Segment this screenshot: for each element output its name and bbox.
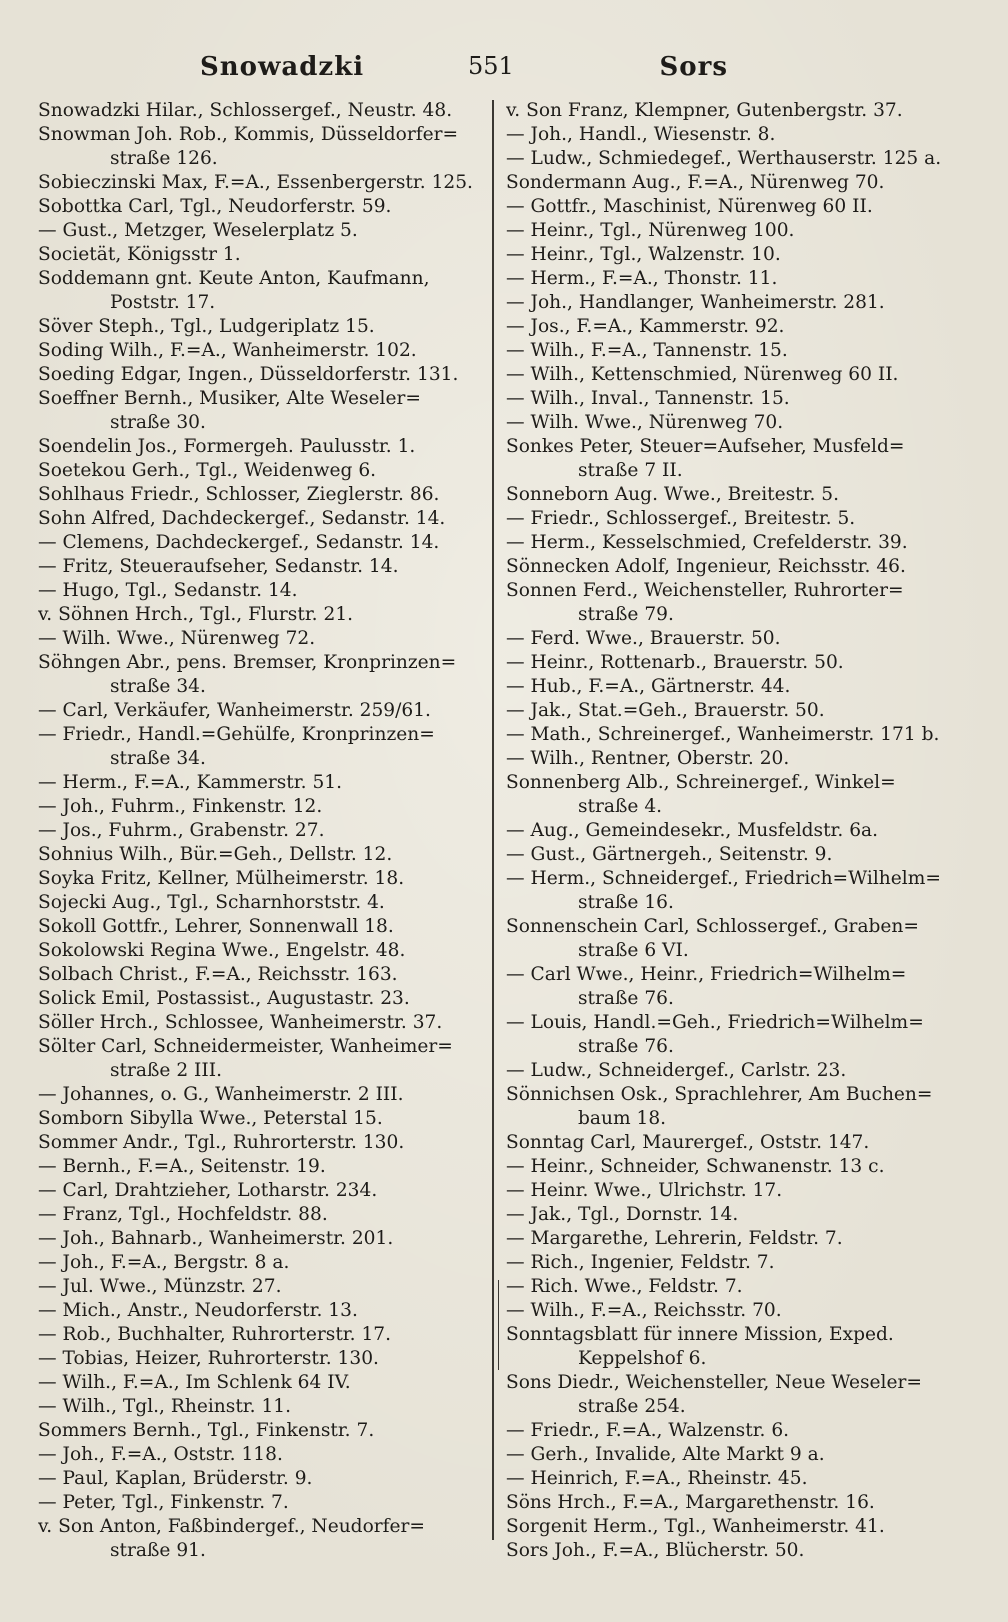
directory-entry: — Friedr., Schlossergef., Breitestr. 5. bbox=[506, 508, 856, 529]
directory-entry: — Jos., Fuhrm., Grabenstr. 27. bbox=[38, 820, 325, 841]
directory-entry: Solbach Christ., F.=A., Reichsstr. 163. bbox=[38, 964, 398, 985]
directory-entry: Soendelin Jos., Formergeh. Paulusstr. 1. bbox=[38, 436, 416, 457]
directory-entry: — Joh., Handlanger, Wanheimerstr. 281. bbox=[506, 292, 885, 313]
directory-entry: Söller Hrch., Schlossee, Wanheimerstr. 37. bbox=[38, 1012, 443, 1033]
directory-entry: Sokoll Gottfr., Lehrer, Sonnenwall 18. bbox=[38, 916, 394, 937]
directory-entry: — Heinr., Tgl., Nürenweg 100. bbox=[506, 220, 795, 241]
entry-continuation: straße 126. bbox=[110, 148, 218, 169]
directory-entry: Sons Diedr., Weichensteller, Neue Weseler= bbox=[506, 1372, 922, 1393]
directory-entry: — Carl, Drahtzieher, Lotharstr. 234. bbox=[38, 1180, 378, 1201]
entry-continuation: straße 4. bbox=[578, 796, 663, 817]
directory-entry: Sondermann Aug., F.=A., Nürenweg 70. bbox=[506, 172, 885, 193]
directory-entry: — Wilh., F.=A., Im Schlenk 64 IV. bbox=[38, 1372, 351, 1393]
directory-entry: Sonneborn Aug. Wwe., Breitestr. 5. bbox=[506, 484, 840, 505]
directory-entry: — Tobias, Heizer, Ruhrorterstr. 130. bbox=[38, 1348, 379, 1369]
directory-entry: — Heinr., Tgl., Walzenstr. 10. bbox=[506, 244, 781, 265]
directory-entry: — Heinr., Rottenarb., Brauerstr. 50. bbox=[506, 652, 844, 673]
directory-entry: Sors Joh., F.=A., Blücherstr. 50. bbox=[506, 1540, 805, 1561]
directory-entry: — Heinrich, F.=A., Rheinstr. 45. bbox=[506, 1468, 808, 1489]
directory-entry: Sonnenschein Carl, Schlossergef., Graben= bbox=[506, 916, 919, 937]
directory-entry: — Wilh., F.=A., Reichsstr. 70. bbox=[506, 1300, 782, 1321]
directory-entry: Sönnichsen Osk., Sprachlehrer, Am Buchen= bbox=[506, 1084, 933, 1105]
directory-entry: — Wilh. Wwe., Nürenweg 72. bbox=[38, 628, 316, 649]
entry-continuation: straße 79. bbox=[578, 604, 674, 625]
left-column bbox=[38, 99, 474, 1563]
directory-entry: Soeding Edgar, Ingen., Düsseldorferstr. 131. bbox=[38, 364, 459, 385]
directory-entry: Sommer Andr., Tgl., Ruhrorterstr. 130. bbox=[38, 1132, 405, 1153]
page-number: 551 bbox=[468, 52, 514, 80]
directory-entry: Sölter Carl, Schneidermeister, Wanheimer= bbox=[38, 1036, 453, 1057]
directory-entry: — Joh., Handl., Wiesenstr. 8. bbox=[506, 124, 776, 145]
directory-entry: Söns Hrch., F.=A., Margarethenstr. 16. bbox=[506, 1492, 875, 1513]
directory-entry: — Wilh., Kettenschmied, Nürenweg 60 II. bbox=[506, 364, 899, 385]
directory-entry: — Jak., Tgl., Dornstr. 14. bbox=[506, 1204, 739, 1225]
directory-entry: — Herm., Schneidergef., Friedrich=Wilhelm= bbox=[506, 868, 941, 889]
directory-entry: Sohnius Wilh., Bür.=Geh., Dellstr. 12. bbox=[38, 844, 393, 865]
directory-entry: Soyka Fritz, Kellner, Mülheimerstr. 18. bbox=[38, 868, 405, 889]
directory-entry: Somborn Sibylla Wwe., Peterstal 15. bbox=[38, 1108, 383, 1129]
directory-entry: — Friedr., Handl.=Gehülfe, Kronprinzen= bbox=[38, 724, 435, 745]
directory-entry: — Paul, Kaplan, Brüderstr. 9. bbox=[38, 1468, 313, 1489]
directory-entry: Sönnecken Adolf, Ingenieur, Reichsstr. 46. bbox=[506, 556, 906, 577]
directory-entry: — Jak., Stat.=Geh., Brauerstr. 50. bbox=[506, 700, 825, 721]
directory-entry: — Heinr., Schneider, Schwanenstr. 13 c. bbox=[506, 1156, 885, 1177]
directory-entry: — Joh., F.=A., Oststr. 118. bbox=[38, 1444, 283, 1465]
directory-entry: — Clemens, Dachdeckergef., Sedanstr. 14. bbox=[38, 532, 440, 553]
entry-continuation: Poststr. 17. bbox=[110, 292, 216, 313]
directory-entry: — Louis, Handl.=Geh., Friedrich=Wilhelm= bbox=[506, 1012, 924, 1033]
directory-entry: — Herm., F.=A., Thonstr. 11. bbox=[506, 268, 778, 289]
entry-continuation: straße 76. bbox=[578, 988, 674, 1009]
directory-entry: — Friedr., F.=A., Walzenstr. 6. bbox=[506, 1420, 790, 1441]
directory-entry: Sokolowski Regina Wwe., Engelstr. 48. bbox=[38, 940, 406, 961]
directory-entry: v. Son Anton, Faßbindergef., Neudorfer= bbox=[38, 1516, 426, 1537]
directory-entry: Soding Wilh., F.=A., Wanheimerstr. 102. bbox=[38, 340, 417, 361]
directory-entry: — Ferd. Wwe., Brauerstr. 50. bbox=[506, 628, 781, 649]
directory-entry: Sonkes Peter, Steuer=Aufseher, Musfeld= bbox=[506, 436, 905, 457]
column-divider bbox=[492, 100, 494, 1540]
entry-continuation: straße 16. bbox=[578, 892, 674, 913]
page-header bbox=[40, 48, 968, 88]
directory-entry: — Gust., Gärtnergeh., Seitenstr. 9. bbox=[506, 844, 833, 865]
directory-entry: — Hugo, Tgl., Sedanstr. 14. bbox=[38, 580, 298, 601]
directory-entry: — Peter, Tgl., Finkenstr. 7. bbox=[38, 1492, 289, 1513]
directory-entry: — Carl, Verkäufer, Wanheimerstr. 259/61. bbox=[38, 700, 431, 721]
directory-entry: — Aug., Gemeindesekr., Musfeldstr. 6a. bbox=[506, 820, 879, 841]
directory-entry: Sojecki Aug., Tgl., Scharnhorststr. 4. bbox=[38, 892, 385, 913]
entry-continuation: straße 76. bbox=[578, 1036, 674, 1057]
directory-entry: Snowadzki Hilar., Schlossergef., Neustr. 48. bbox=[38, 100, 453, 121]
entry-continuation: straße 91. bbox=[110, 1540, 206, 1561]
directory-entry: — Rich. Wwe., Feldstr. 7. bbox=[506, 1276, 743, 1297]
column-divider-short bbox=[498, 1280, 499, 1370]
directory-entry: — Wilh., Inval., Tannenstr. 15. bbox=[506, 388, 790, 409]
directory-entry: Sonntag Carl, Maurergef., Oststr. 147. bbox=[506, 1132, 870, 1153]
directory-entry: — Joh., Bahnarb., Wanheimerstr. 201. bbox=[38, 1228, 394, 1249]
header-left-keyword: Snowadzki bbox=[200, 52, 365, 82]
directory-entry: — Gerh., Invalide, Alte Markt 9 a. bbox=[506, 1444, 825, 1465]
directory-entry: — Wilh., F.=A., Tannenstr. 15. bbox=[506, 340, 788, 361]
directory-entry: — Johannes, o. G., Wanheimerstr. 2 III. bbox=[38, 1084, 404, 1105]
directory-entry: Sonnen Ferd., Weichensteller, Ruhrorter= bbox=[506, 580, 904, 601]
entry-continuation: straße 30. bbox=[110, 412, 206, 433]
entry-continuation: straße 34. bbox=[110, 748, 206, 769]
directory-entry: Soetekou Gerh., Tgl., Weidenweg 6. bbox=[38, 460, 377, 481]
entry-continuation: straße 34. bbox=[110, 676, 206, 697]
directory-entry: — Margarethe, Lehrerin, Feldstr. 7. bbox=[506, 1228, 843, 1249]
directory-entry: — Rich., Ingenier, Feldstr. 7. bbox=[506, 1252, 775, 1273]
directory-entry: Solick Emil, Postassist., Augustastr. 23. bbox=[38, 988, 410, 1009]
directory-entry: — Ludw., Schmiedegef., Werthauserstr. 125 a. bbox=[506, 148, 942, 169]
directory-entry: — Bernh., F.=A., Seitenstr. 19. bbox=[38, 1156, 326, 1177]
directory-entry: — Gottfr., Maschinist, Nürenweg 60 II. bbox=[506, 196, 873, 217]
directory-entry: — Franz, Tgl., Hochfeldstr. 88. bbox=[38, 1204, 328, 1225]
entry-continuation: straße 7 II. bbox=[578, 460, 683, 481]
directory-entry: Soddemann gnt. Keute Anton, Kaufmann, bbox=[38, 268, 430, 289]
directory-entry: — Hub., F.=A., Gärtnerstr. 44. bbox=[506, 676, 791, 697]
directory-entry: Sommers Bernh., Tgl., Finkenstr. 7. bbox=[38, 1420, 375, 1441]
directory-entry: Sonntagsblatt für innere Mission, Exped. bbox=[506, 1324, 894, 1345]
directory-entry: — Fritz, Steueraufseher, Sedanstr. 14. bbox=[38, 556, 399, 577]
entry-continuation: baum 18. bbox=[578, 1108, 667, 1129]
directory-entry: v. Son Franz, Klempner, Gutenbergstr. 37. bbox=[506, 100, 903, 121]
right-column bbox=[506, 99, 942, 1563]
directory-entry: — Mich., Anstr., Neudorferstr. 13. bbox=[38, 1300, 358, 1321]
directory-entry: Sonnenberg Alb., Schreinergef., Winkel= bbox=[506, 772, 896, 793]
entry-continuation: Keppelshof 6. bbox=[578, 1348, 707, 1369]
directory-entry: — Rob., Buchhalter, Ruhrorterstr. 17. bbox=[38, 1324, 392, 1345]
directory-entry: Sohn Alfred, Dachdeckergef., Sedanstr. 14. bbox=[38, 508, 446, 529]
directory-entry: — Ludw., Schneidergef., Carlstr. 23. bbox=[506, 1060, 847, 1081]
directory-entry: — Heinr. Wwe., Ulrichstr. 17. bbox=[506, 1180, 783, 1201]
entry-continuation: straße 2 III. bbox=[110, 1060, 223, 1081]
directory-entry: — Joh., F.=A., Bergstr. 8 a. bbox=[38, 1252, 290, 1273]
directory-entry: Snowman Joh. Rob., Kommis, Düsseldorfer= bbox=[38, 124, 459, 145]
directory-entry: Sobieczinski Max, F.=A., Essenbergerstr. 125. bbox=[38, 172, 473, 193]
directory-entry: — Jul. Wwe., Münzstr. 27. bbox=[38, 1276, 282, 1297]
entry-continuation: straße 254. bbox=[578, 1396, 686, 1417]
directory-entry: Sobottka Carl, Tgl., Neudorferstr. 59. bbox=[38, 196, 392, 217]
directory-entry: — Joh., Fuhrm., Finkenstr. 12. bbox=[38, 796, 323, 817]
directory-entry: — Herm., F.=A., Kammerstr. 51. bbox=[38, 772, 343, 793]
header-right-keyword: Sors bbox=[659, 52, 728, 82]
directory-entry: Soeffner Bernh., Musiker, Alte Weseler= bbox=[38, 388, 421, 409]
entry-continuation: straße 6 VI. bbox=[578, 940, 689, 961]
directory-entry: — Carl Wwe., Heinr., Friedrich=Wilhelm= bbox=[506, 964, 907, 985]
directory-entry: — Herm., Kesselschmied, Crefelderstr. 39. bbox=[506, 532, 908, 553]
directory-entry: — Wilh., Tgl., Rheinstr. 11. bbox=[38, 1396, 292, 1417]
directory-entry: Söhngen Abr., pens. Bremser, Kronprinzen= bbox=[38, 652, 457, 673]
directory-entry: Societät, Königsstr 1. bbox=[38, 244, 241, 265]
directory-entry: — Math., Schreinergef., Wanheimerstr. 171 b. bbox=[506, 724, 940, 745]
directory-entry: v. Söhnen Hrch., Tgl., Flurstr. 21. bbox=[38, 604, 354, 625]
directory-entry: Söver Steph., Tgl., Ludgeriplatz 15. bbox=[38, 316, 375, 337]
directory-entry: Sorgenit Herm., Tgl., Wanheimerstr. 41. bbox=[506, 1516, 885, 1537]
directory-entry: — Wilh. Wwe., Nürenweg 70. bbox=[506, 412, 784, 433]
directory-entry: — Jos., F.=A., Kammerstr. 92. bbox=[506, 316, 785, 337]
directory-entry: Sohlhaus Friedr., Schlosser, Zieglerstr. 86. bbox=[38, 484, 440, 505]
directory-entry: — Gust., Metzger, Weselerplatz 5. bbox=[38, 220, 358, 241]
directory-entry: — Wilh., Rentner, Oberstr. 20. bbox=[506, 748, 790, 769]
